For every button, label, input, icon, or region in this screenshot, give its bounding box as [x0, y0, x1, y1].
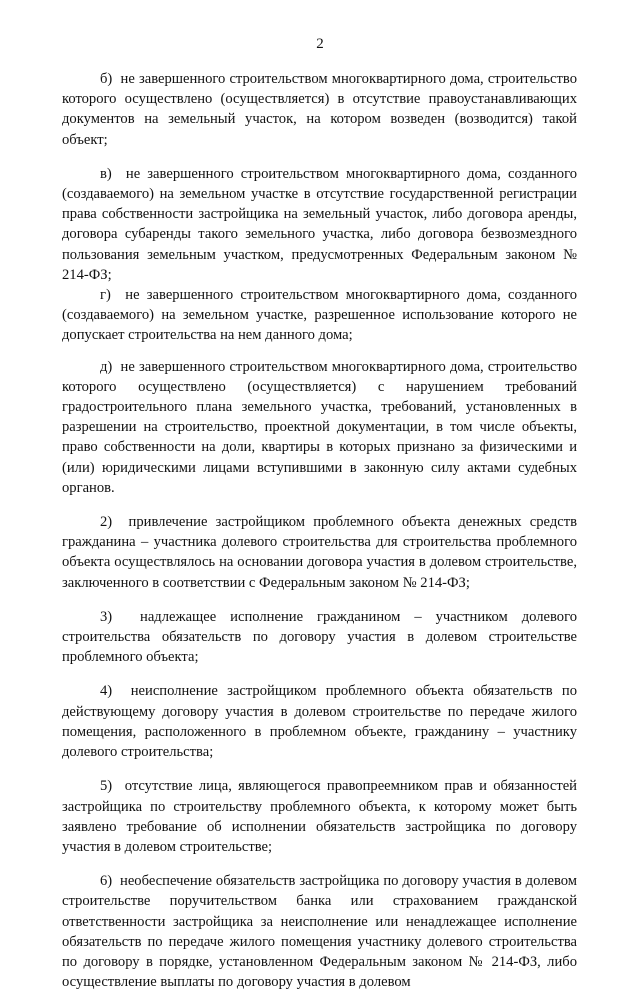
paragraph-d: д) не завершенного строительством многоквартирного дома, строительство которого осуществлено (осуществляется) с нарушением требований градостроительного плана земельного участка, требований, установленных в разрешении на строительство, проектной документации, в том числе объекты, право собственности на доли, квартиры в которых признано за физическими и (или) юридическими лицами вступившими в законную силу актами судебных органов. [62, 358, 577, 496]
paragraph-6: 6) необеспечение обязательств застройщика по договору участия в долевом строительстве поручительством банка или страхованием гражданской ответственности застройщика за неисполнение или ненадлежащее исполнение обязательств по передаче жилого помещения участнику долевого строительства по договору в порядке, установленном Федеральным законом № 214-ФЗ, либо осуществление выплаты по договору участия в долевом [62, 873, 577, 991]
paragraph-5: 5) отсутствие лица, являющегося правопреемником прав и обязанностей застройщика по строительству проблемного объекта, к которому может быть заявлено требование об исполнении обязательств застройщика по договору участия в долевом строительстве; [62, 778, 577, 855]
paragraph-b: б) не завершенного строительством многоквартирного дома, строительство которого осуществлено (осуществляется) в отсутствие правоустанавливающих документов на земельный участок, на котором возведен (возводится) такой объект; [62, 71, 577, 148]
paragraph-3: 3) надлежащее исполнение гражданином – участником долевого строительства обязательств по договору участия в долевом строительстве проблемного объекта; [62, 608, 577, 666]
paragraph-4: 4) неисполнение застройщиком проблемного объекта обязательств по действующему договору участия в долевом строительстве по передаче жилого помещения, расположенного в проблемном объекте, гражданину – участнику долевого строительства; [62, 683, 577, 761]
paragraph-2: 2) привлечение застройщиком проблемного объекта денежных средств гражданина – участника долевого строительства для строительства проблемного объекта осуществлялось на основании договора участия в долевом строительстве, заключенного в соответствии с Федеральным законом № 214-ФЗ; [62, 514, 577, 591]
paragraph-v: в) не завершенного строительством многоквартирного дома, созданного (создаваемого) на земельном участке в отсутствие государственной регистрации права собственности застройщика на земельный участок, либо договора аренды, договора субаренды такого земельного участка, либо договора безвозмездного пользования земельным участком, предусмотренных Федеральным законом № 214-ФЗ; [62, 165, 577, 283]
page-number: 2 [316, 36, 324, 52]
paragraph-g: г) не завершенного строительством многоквартирного дома, созданного (создаваемого) на земельном участке, разрешенное использование которого не допускает строительства на нем данного дома; [62, 287, 577, 344]
document-body [62, 69, 577, 992]
